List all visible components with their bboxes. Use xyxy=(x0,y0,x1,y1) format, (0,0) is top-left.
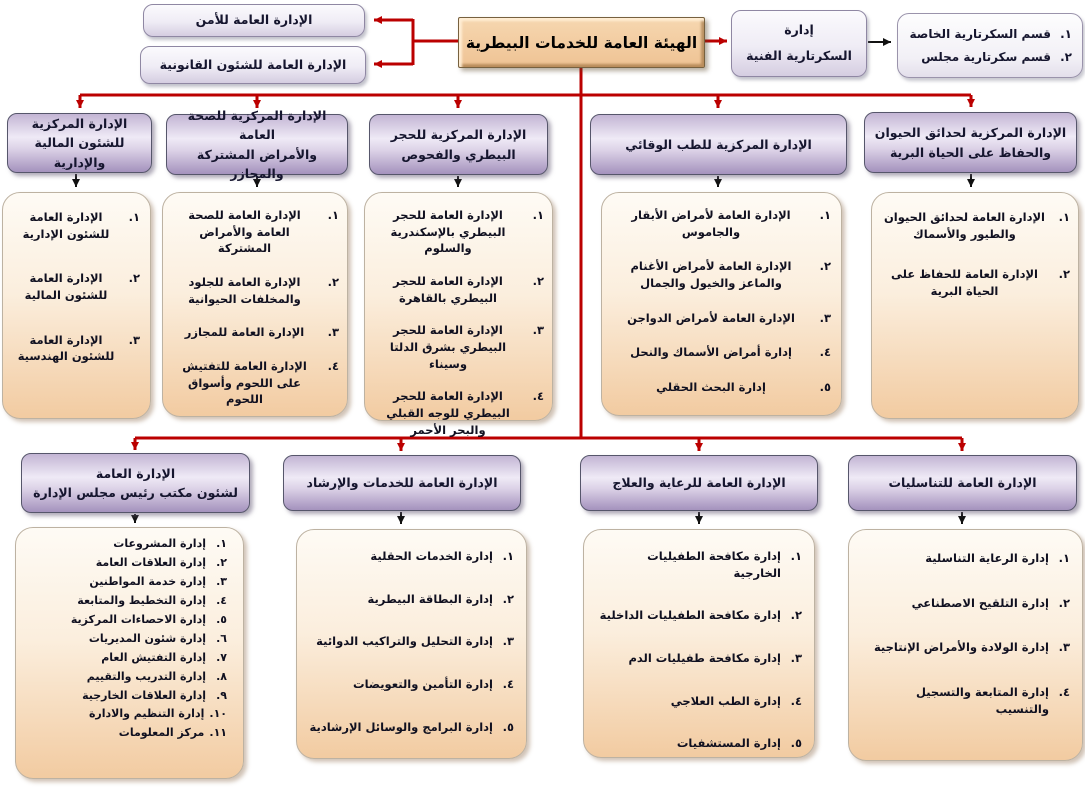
item-text: إدارة التفتيش العام xyxy=(101,650,206,664)
header-line: الإدارة المركزية للحجر xyxy=(390,127,527,143)
item-number: ٤. xyxy=(819,345,831,360)
list-zoos-wildlife-departments xyxy=(871,192,1079,419)
list-item xyxy=(373,322,544,372)
item-number: ١. xyxy=(216,537,227,550)
list-preventive-medicine-departments xyxy=(601,192,842,416)
item-number: ٢. xyxy=(1058,267,1070,282)
list-item xyxy=(861,684,1070,717)
node-legal-affairs-administration xyxy=(140,46,366,84)
item-text: الإدارة العامة للتفتيش على اللحوم وأسواق اللحوم xyxy=(182,359,307,407)
item-text: إدارة مكافحة طفيليات الدم xyxy=(628,651,781,666)
list-item xyxy=(309,548,514,565)
item-number: ٦. xyxy=(216,631,227,645)
item-number: ٤. xyxy=(790,693,802,708)
item-text: إدارة شئون المديريات xyxy=(88,631,206,645)
item-number: ٤. xyxy=(502,677,514,692)
item-text: إدارة التأمين والتعويضات xyxy=(353,677,493,692)
header-line: لشئون مكتب رئيس مجلس الإدارة xyxy=(33,485,238,500)
item-number: ٤. xyxy=(327,359,339,374)
item-text: الإدارة العامة للشئون الإدارية xyxy=(22,210,110,241)
item-number: ١. xyxy=(1058,210,1070,224)
item-number: ٥. xyxy=(502,719,514,734)
item-number: ١٠. xyxy=(209,707,227,721)
node-label: الإدارة العامة للشئون القانونية xyxy=(159,56,347,72)
item-text: الإدارة العامة للحفاظ على الحياة البرية xyxy=(891,267,1038,299)
item-text: إدارة المشروعات xyxy=(113,537,206,550)
header-line: الإدارة العامة للخدمات والإرشاد xyxy=(306,475,498,491)
item-number: ٤. xyxy=(1058,685,1070,700)
list-item xyxy=(880,266,1070,299)
header-care-treatment xyxy=(580,455,818,511)
list-item xyxy=(22,555,227,571)
item-text: إدارة التدريب والتقييم xyxy=(86,669,206,683)
item-number: ٩. xyxy=(216,688,227,702)
item-text: الإدارة العامة لأمراض الأبقار والجاموس xyxy=(631,208,791,239)
item-text: الإدارة العامة لحدائق الحيوان والطيور والأسماك xyxy=(883,210,1046,241)
header-central-public-health xyxy=(166,107,348,181)
item-text: الإدارة العامة للمجازر xyxy=(184,325,305,340)
list-item xyxy=(908,27,1072,41)
item-text: الإدارة العامة لأمراض الدواجن xyxy=(627,310,795,325)
list-item xyxy=(22,536,227,552)
list-item xyxy=(13,209,140,242)
list-item xyxy=(22,612,227,628)
list-item xyxy=(861,595,1070,612)
item-text: إدارة المتابعة والتسجيل والتنسيب xyxy=(915,685,1049,716)
item-text: إدارة البطاقة البيطرية xyxy=(367,591,493,606)
header-central-quarantine xyxy=(369,114,548,175)
item-number: ١. xyxy=(790,549,802,563)
item-text: مركز المعلومات xyxy=(118,726,205,740)
list-item xyxy=(612,207,831,240)
item-number: ٢. xyxy=(327,275,339,290)
item-number: ١. xyxy=(502,549,514,563)
list-item xyxy=(596,548,802,581)
header-line: الإدارة المركزية للصحة العامة xyxy=(187,107,327,143)
item-text: الإدارة العامة للحجر البيطري بالقاهرة xyxy=(393,274,503,305)
header-line: الإدارة المركزية xyxy=(31,115,128,131)
item-text: إدارة الخدمات الحقلية xyxy=(370,549,493,563)
header-line: للشئون المالية والإدارية xyxy=(34,135,125,170)
item-text: إدارة التنظيم والادارة xyxy=(88,707,205,721)
list-item xyxy=(309,591,514,608)
node-security-administration xyxy=(143,4,365,37)
item-text: إدارة العلاقات الخارجية xyxy=(82,688,206,702)
item-number: ٢. xyxy=(1060,50,1072,64)
list-item xyxy=(596,735,802,752)
list-item xyxy=(596,650,802,667)
list-chairman-office-departments xyxy=(15,527,244,779)
item-text: إدارة التلقيح الاصطناعي xyxy=(911,595,1049,610)
item-text: إدارة الرعاية التناسلية xyxy=(925,551,1049,565)
list-care-treatment-departments xyxy=(583,529,815,758)
header-line: البيطري والفحوص xyxy=(401,146,516,162)
list-item xyxy=(22,593,227,609)
item-number: ٤. xyxy=(216,593,227,607)
list-item xyxy=(13,270,140,303)
item-text: إدارة مكافحة الطفيليات الداخلية xyxy=(599,608,781,623)
header-line: الإدارة المركزية لحدائق الحيوان xyxy=(874,125,1067,141)
list-item xyxy=(22,706,227,722)
list-item xyxy=(22,669,227,685)
item-text: الإدارة العامة للشئون الهندسية xyxy=(17,332,115,364)
item-number: ٥. xyxy=(790,736,802,751)
header-line: الإدارة العامة xyxy=(95,465,176,481)
item-number: ٥. xyxy=(216,612,227,626)
item-text: إدارة الطب العلاجي xyxy=(670,693,781,708)
item-number: ٣. xyxy=(1058,640,1070,655)
item-number: ٢. xyxy=(819,259,831,274)
item-number: ٨. xyxy=(216,669,227,683)
header-services-extension xyxy=(283,455,521,511)
item-text: إدارة التحليل والتراكيب الدوائية xyxy=(316,634,493,649)
item-number: ٣. xyxy=(790,651,802,666)
item-text: إدارة البرامج والوسائل الإرشادية xyxy=(309,719,493,734)
list-item xyxy=(596,607,802,624)
header-reproduction xyxy=(848,455,1077,511)
root-title: الهيئة العامة للخدمات البيطرية xyxy=(465,33,698,52)
item-number: ٣. xyxy=(532,323,544,338)
list-item xyxy=(22,688,227,704)
item-number: ١. xyxy=(1058,551,1070,565)
list-item xyxy=(171,274,339,307)
item-text: الإدارة العامة لأمراض الأغنام والماعز والخيول والجمال xyxy=(630,259,792,291)
item-text: إدارة الاحصاءات المركزية xyxy=(70,612,206,626)
list-item xyxy=(373,207,544,257)
item-text: الإدارة العامة للجلود والمخلفات الحيوانية xyxy=(188,275,301,306)
header-line: والحفاظ على الحياة البرية xyxy=(889,144,1052,160)
item-text: الإدارة العامة للحجر البيطري بشرق الدلتا وسيناء xyxy=(389,323,507,371)
item-number: ٤. xyxy=(532,389,544,404)
list-reproduction-departments xyxy=(848,529,1083,761)
item-number: ٢. xyxy=(532,274,544,289)
item-text: الإدارة العامة للحجر البيطري للوجه القبلي والبحر الأحمر xyxy=(386,389,510,437)
item-number: ١. xyxy=(128,210,140,224)
list-quarantine-departments xyxy=(364,192,553,437)
item-number: ٣. xyxy=(128,332,140,347)
item-text: قسم سكرتارية مجلس xyxy=(921,50,1051,64)
list-item xyxy=(13,332,140,365)
list-secretariat-sections xyxy=(897,13,1083,78)
item-number: ٧. xyxy=(216,650,227,664)
list-item xyxy=(612,379,831,396)
list-item xyxy=(309,719,514,736)
item-text: الإدارة العامة للصحة العامة والأمراض المشتركة xyxy=(188,208,301,256)
item-number: ٣. xyxy=(327,325,339,340)
list-item xyxy=(373,273,544,306)
list-item xyxy=(373,388,544,438)
item-number: ١١. xyxy=(209,726,227,740)
list-item xyxy=(171,207,339,257)
header-line: والأمراض المشتركة والمجازر xyxy=(196,146,318,181)
item-number: ١. xyxy=(532,208,544,222)
list-item xyxy=(309,633,514,650)
item-text: الإدارة العامة للحجر البيطري بالإسكندرية والسلوم xyxy=(390,208,506,256)
list-item xyxy=(861,639,1070,656)
root-node-veterinary-authority xyxy=(458,17,705,68)
item-number: ٢. xyxy=(128,271,140,286)
item-number: ٢. xyxy=(790,608,802,623)
node-label: الإدارة العامة للأمن xyxy=(195,12,313,28)
item-number: ٢. xyxy=(216,555,227,569)
header-central-zoos-wildlife xyxy=(864,112,1077,173)
item-number: ٢. xyxy=(1058,595,1070,610)
item-text: إدارة خدمة المواطنين xyxy=(89,574,206,588)
item-number: ١. xyxy=(819,208,831,222)
item-text: إدارة أمراض الأسماك والنحل xyxy=(630,345,792,360)
list-item xyxy=(861,550,1070,567)
header-line: الإدارة العامة للرعاية والعلاج xyxy=(612,475,786,491)
list-item xyxy=(309,676,514,693)
item-number: ٥. xyxy=(819,380,831,395)
list-item xyxy=(22,650,227,666)
item-text: إدارة مكافحة الطفيليات الخارجية xyxy=(647,549,781,580)
item-text: إدارة الولادة والأمراض الإنتاجية xyxy=(873,640,1049,655)
list-item xyxy=(22,574,227,590)
header-chairman-office-affairs xyxy=(21,453,250,513)
list-services-extension-departments xyxy=(296,529,527,759)
header-line: الإدارة العامة للتناسليات xyxy=(888,475,1037,491)
list-public-health-departments xyxy=(162,192,348,417)
list-item xyxy=(612,310,831,327)
list-item xyxy=(22,631,227,647)
item-text: إدارة البحث الحقلي xyxy=(656,380,766,395)
list-item xyxy=(612,258,831,291)
node-technical-secretariat xyxy=(731,10,867,77)
node-label-line1: إدارة xyxy=(784,21,814,37)
header-line: الإدارة المركزية للطب الوقائي xyxy=(625,136,812,152)
list-item xyxy=(171,324,339,341)
list-item xyxy=(22,725,227,741)
item-text: الإدارة العامة للشئون المالية xyxy=(24,271,108,303)
item-number: ٣. xyxy=(502,634,514,649)
list-finance-admin-departments xyxy=(2,192,151,419)
header-central-finance-admin xyxy=(7,113,152,173)
item-text: إدارة العلاقات العامة xyxy=(95,555,206,569)
item-text: قسم السكرتارية الخاصة xyxy=(909,27,1051,41)
item-number: ٣. xyxy=(819,310,831,325)
item-text: إدارة التخطيط والمتابعة xyxy=(77,593,206,607)
list-item xyxy=(171,358,339,408)
item-number: ١. xyxy=(327,208,339,222)
list-item xyxy=(612,344,831,361)
list-item xyxy=(596,693,802,710)
item-text: إدارة المستشفيات xyxy=(676,736,781,751)
node-label-line2: السكرتارية الفنية xyxy=(746,48,852,64)
item-number: ٣. xyxy=(216,574,227,588)
item-number: ٢. xyxy=(502,591,514,606)
list-item xyxy=(880,209,1070,242)
item-number: ١. xyxy=(1060,27,1072,41)
list-item xyxy=(908,50,1072,64)
header-central-preventive-medicine xyxy=(590,114,847,175)
